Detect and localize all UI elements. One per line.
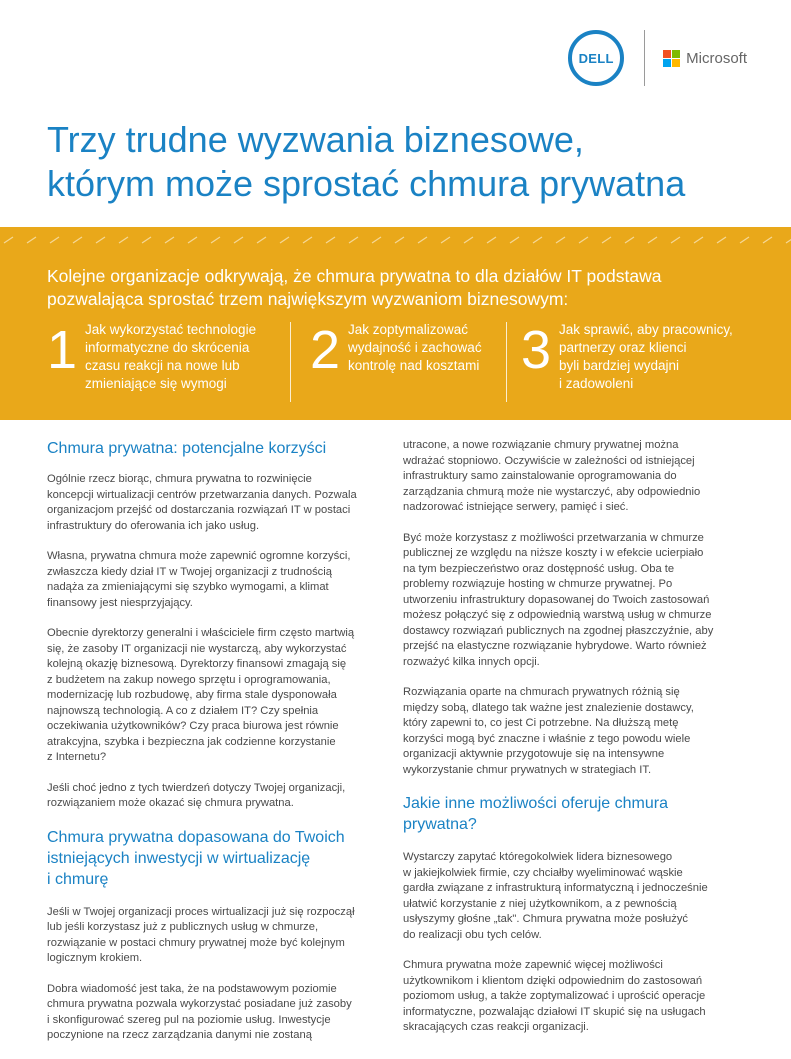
- text-line: usłyszymy głośne „tak". Chmura prywatna może posłużyć: [403, 913, 689, 925]
- text-line: Chmura prywatna dopasowana do Twoich: [47, 828, 345, 846]
- section-heading: [47, 438, 372, 459]
- challenge-3: [521, 321, 733, 401]
- microsoft-logo: [663, 50, 747, 67]
- text-line: poziomom usług, a także zoptymalizować i uprościć operacje: [403, 990, 706, 1002]
- paragraph: [403, 850, 728, 943]
- dash-mark: [165, 237, 174, 243]
- challenge-divider: [506, 322, 507, 402]
- text-line: infrastruktury do oferowania ich jako usług.: [47, 519, 260, 532]
- dash-mark: [487, 237, 496, 243]
- text-line: najnowszą technologią. A co z działem IT? Czy spełnia: [47, 704, 319, 717]
- dash-mark: [786, 237, 791, 243]
- microsoft-logo-text: Microsoft: [686, 49, 747, 67]
- text-line: z Internetu?: [47, 751, 107, 763]
- dash-mark: [740, 237, 749, 243]
- challenges-band: [0, 227, 791, 420]
- ms-square-red: [663, 50, 671, 58]
- dash-mark: [326, 237, 335, 243]
- challenge-text: [559, 321, 733, 401]
- text-line: się, że zasoby IT organizacji nie wystarczą, aby wykorzystać: [47, 642, 347, 655]
- text-line: rozwiązaniem może okazać się chmura prywatna.: [47, 797, 294, 809]
- paragraph: [47, 905, 372, 967]
- ms-square-blue: [663, 59, 671, 67]
- title-line: Trzy trudne wyzwania biznesowe,: [47, 119, 584, 160]
- dash-mark: [464, 237, 473, 243]
- text-line: wykorzystanie chmur prywatnych w strategiach IT.: [403, 763, 652, 776]
- text-line: przejść na elastyczne rozwiązanie hybrydowe. Warto również: [403, 640, 707, 652]
- text-line: problemy rozwiązuje hosting w chmurze prywatnej. Po: [403, 578, 673, 590]
- challenge-line: informatyczne do skrócenia: [85, 340, 250, 355]
- dash-mark: [211, 237, 220, 243]
- page-title: [47, 118, 767, 206]
- dash-mark: [142, 237, 151, 243]
- dash-mark: [349, 237, 358, 243]
- microsoft-squares-icon: [663, 50, 680, 67]
- challenge-text: [348, 321, 482, 401]
- dash-mark: [119, 237, 128, 243]
- paragraph: [403, 531, 728, 671]
- text-line: chmura prywatna pozwala wykorzystać posiadane już zasoby: [47, 998, 352, 1010]
- text-line: zarządzania chmurą może nie wystarczyć, aby odpowiednio: [403, 485, 701, 498]
- text-line: użytkownikom i klientom dzięki odpowiednim do zastosowań: [403, 974, 703, 987]
- challenge-line: kontrolę nad kosztami: [348, 358, 480, 373]
- text-line: Dobra wiadomość jest taka, że na podstawowym poziomie: [47, 982, 337, 995]
- dash-mark: [763, 237, 772, 243]
- challenge-line: Jak zoptymalizować: [348, 322, 469, 337]
- text-line: zwłaszcza kiedy dział IT w Twojej organizacji z trudnością: [47, 565, 332, 578]
- text-line: gardła związane z infrastrukturą informatyczną i jednocześnie: [403, 882, 708, 894]
- text-line: logicznym krokiem.: [47, 952, 143, 964]
- text-line: infrastruktury samo zainstalowanie oprogramowania do: [403, 470, 677, 482]
- dash-mark: [441, 237, 450, 243]
- text-line: Jeśli choć jedno z tych twierdzeń dotyczy Twojej organizacji,: [47, 781, 346, 794]
- text-line: prywatna?: [403, 816, 477, 833]
- text-line: koncepcji wirtualizacji centrów przetwarzania danych. Pozwala: [47, 488, 357, 501]
- text-line: rozważyć kilka innych opcji.: [403, 655, 540, 668]
- dash-mark: [257, 237, 266, 243]
- text-line: organizacji aktywnie przygotowuje się na intensywne: [403, 748, 665, 760]
- dash-mark: [533, 237, 542, 243]
- text-line: skracających czas reakcji organizacji.: [403, 1021, 589, 1033]
- challenge-line: partnerzy oraz klienci: [559, 340, 687, 355]
- dash-mark: [510, 237, 519, 243]
- band-intro-line: pozwalająca sprostać trzem największym wyzwaniom biznesowym:: [47, 289, 569, 309]
- text-line: Własna, prywatna chmura może zapewnić ogromne korzyści,: [47, 550, 351, 562]
- text-line: modernizację lub rozbudowę, aby firma stale dysponowała: [47, 689, 337, 701]
- ms-square-yellow: [672, 59, 680, 67]
- band-intro-line: Kolejne organizacje odkrywają, że chmura prywatna to dla działów IT podstawa: [47, 266, 662, 286]
- dash-mark: [234, 237, 243, 243]
- dash-mark: [418, 237, 427, 243]
- dash-mark: [395, 237, 404, 243]
- dash-mark: [4, 237, 13, 243]
- dell-logo: [568, 30, 624, 86]
- text-line: Jakie inne możliwości oferuje chmura: [403, 795, 668, 812]
- challenge-text: [85, 321, 256, 401]
- text-line: na tym bezpieczeństwo oraz dostępność usług. Oba te: [403, 562, 675, 575]
- text-line: publicznej ze względu na niższe koszty i w efekcie ucierpiało: [403, 547, 704, 559]
- dash-mark: [694, 237, 703, 243]
- text-line: kolejną okazję biznesową. Dyrektorzy finansowi zmagają się: [47, 658, 347, 670]
- challenge-number: 2: [310, 320, 341, 380]
- text-line: i chmurę: [47, 870, 109, 888]
- text-line: organizacjom przejść od dostarczania rozwiązań IT w postaci: [47, 504, 351, 516]
- dash-mark: [27, 237, 36, 243]
- dash-mark: [73, 237, 82, 243]
- text-line: wdrażać stopniowo. Oczywiście w zależności od istniejącej: [403, 454, 695, 467]
- paragraph: [403, 438, 728, 516]
- challenge-number: 3: [521, 320, 552, 380]
- dash-mark: [556, 237, 565, 243]
- text-line: Być może korzystasz z możliwości przetwarzania w chmurze: [403, 531, 704, 544]
- text-line: i skonfigurować szereg pul na poziomie usług. Inwestycje: [47, 1013, 331, 1026]
- text-line: atrakcyjna, szybka i bezpieczna jak codzienne korzystanie: [47, 735, 336, 748]
- challenge-line: Jak sprawić, aby pracownicy,: [559, 322, 733, 337]
- paragraph: [47, 982, 372, 1044]
- right-column: [403, 438, 728, 1051]
- text-line: Ogólnie rzecz biorąc, chmura prywatna to rozwinięcie: [47, 473, 312, 485]
- dash-mark: [188, 237, 197, 243]
- logo-divider: [644, 30, 645, 86]
- paragraph: [47, 472, 372, 534]
- challenge-1: [47, 321, 256, 401]
- challenge-line: zmieniające się wymogi: [85, 376, 227, 391]
- text-line: nadzorować istniejące serwery, pamięć i sieć.: [403, 501, 629, 513]
- dash-mark: [648, 237, 657, 243]
- text-line: który zapewni to, co jest Ci potrzebne. Na dłuższą metę: [403, 717, 679, 729]
- dash-mark: [717, 237, 726, 243]
- text-line: nadąża za zmieniającymi się szybko wymogami, a klimat: [47, 581, 329, 593]
- paragraph: [47, 781, 372, 812]
- text-line: ułatwić korzystanie z niej użytkownikom, a z pewnością: [403, 897, 677, 910]
- dash-mark: [372, 237, 381, 243]
- header-logos: [568, 28, 747, 88]
- text-line: oczekiwania użytkowników? Czy praca biurowa jest równie: [47, 720, 339, 732]
- dash-mark: [280, 237, 289, 243]
- text-line: Wystarczy zapytać któregokolwiek lidera biznesowego: [403, 851, 673, 863]
- decorative-dash-pattern: [0, 233, 791, 247]
- text-line: utracone, a nowe rozwiązanie chmury prywatnej można: [403, 439, 679, 451]
- text-line: poczynione na rzecz zarządzania danymi nie zostaną: [47, 1029, 312, 1041]
- dash-mark: [671, 237, 680, 243]
- text-line: Chmura prywatna może zapewnić więcej możliwości: [403, 959, 663, 971]
- paragraph: [403, 958, 728, 1036]
- text-line: utworzeniu infrastruktury dopasowanej do Twoich zastosowań: [403, 593, 710, 606]
- paragraph: [47, 626, 372, 766]
- text-line: lub jeśli korzystasz już z publicznych usług w chmurze,: [47, 921, 319, 933]
- text-line: Rozwiązania oparte na chmurach prywatnych różnią się: [403, 686, 680, 698]
- text-line: z budżetem na zakup nowego sprzętu i oprogramowania,: [47, 673, 331, 686]
- dash-mark: [579, 237, 588, 243]
- dash-mark: [303, 237, 312, 243]
- band-intro: [47, 265, 767, 311]
- paragraph: [403, 685, 728, 778]
- section-heading: [403, 793, 728, 835]
- challenge-line: Jak wykorzystać technologie: [85, 322, 257, 337]
- challenge-line: wydajność i zachować: [348, 340, 482, 355]
- dash-mark: [625, 237, 634, 243]
- text-line: rozwiązanie w postaci chmury prywatnej może być kolejnym: [47, 936, 345, 949]
- dash-mark: [96, 237, 105, 243]
- text-line: finansowy jest niesprzyjający.: [47, 596, 193, 609]
- text-line: w jakiejkolwiek firmie, czy chciałby wyeliminować wąskie: [403, 866, 683, 879]
- challenge-line: i zadowoleni: [559, 376, 634, 391]
- text-line: dostawcy rozwiązań publicznych na zgodnej płaszczyźnie, aby: [403, 624, 714, 637]
- text-line: między sobą, dlatego tak ważne jest znalezienie dostawcy,: [403, 701, 694, 714]
- text-line: istniejących inwestycji w wirtualizację: [47, 849, 311, 867]
- paragraph: [47, 549, 372, 611]
- dash-mark: [602, 237, 611, 243]
- left-column: [47, 438, 372, 1059]
- dell-logo-text: DELL: [578, 50, 614, 66]
- ms-square-green: [672, 50, 680, 58]
- section-heading: [47, 827, 372, 890]
- text-line: możesz połączyć się z odpowiednią warstwą usług w chmurze: [403, 609, 712, 621]
- challenge-line: czasu reakcji na nowe lub: [85, 358, 240, 373]
- text-line: Jeśli w Twojej organizacji proces wirtualizacji już się rozpoczął: [47, 905, 355, 918]
- challenge-2: [310, 321, 482, 401]
- challenge-number: 1: [47, 320, 78, 380]
- challenge-line: byli bardziej wydajni: [559, 358, 680, 373]
- text-line: korzyści mogą być znaczne i właśnie z tego powodu wiele: [403, 732, 691, 745]
- text-line: do realizacji obu tych celów.: [403, 928, 542, 941]
- text-line: informatyczne, pozwalając działowi IT skupić się na usługach: [403, 1005, 706, 1018]
- text-line: Obecnie dyrektorzy generalni i właściciele firm często martwią: [47, 627, 355, 639]
- challenge-divider: [290, 322, 291, 402]
- text-line: Chmura prywatna: potencjalne korzyści: [47, 440, 327, 457]
- dash-mark: [50, 237, 59, 243]
- title-line: którym może sprostać chmura prywatna: [47, 163, 686, 204]
